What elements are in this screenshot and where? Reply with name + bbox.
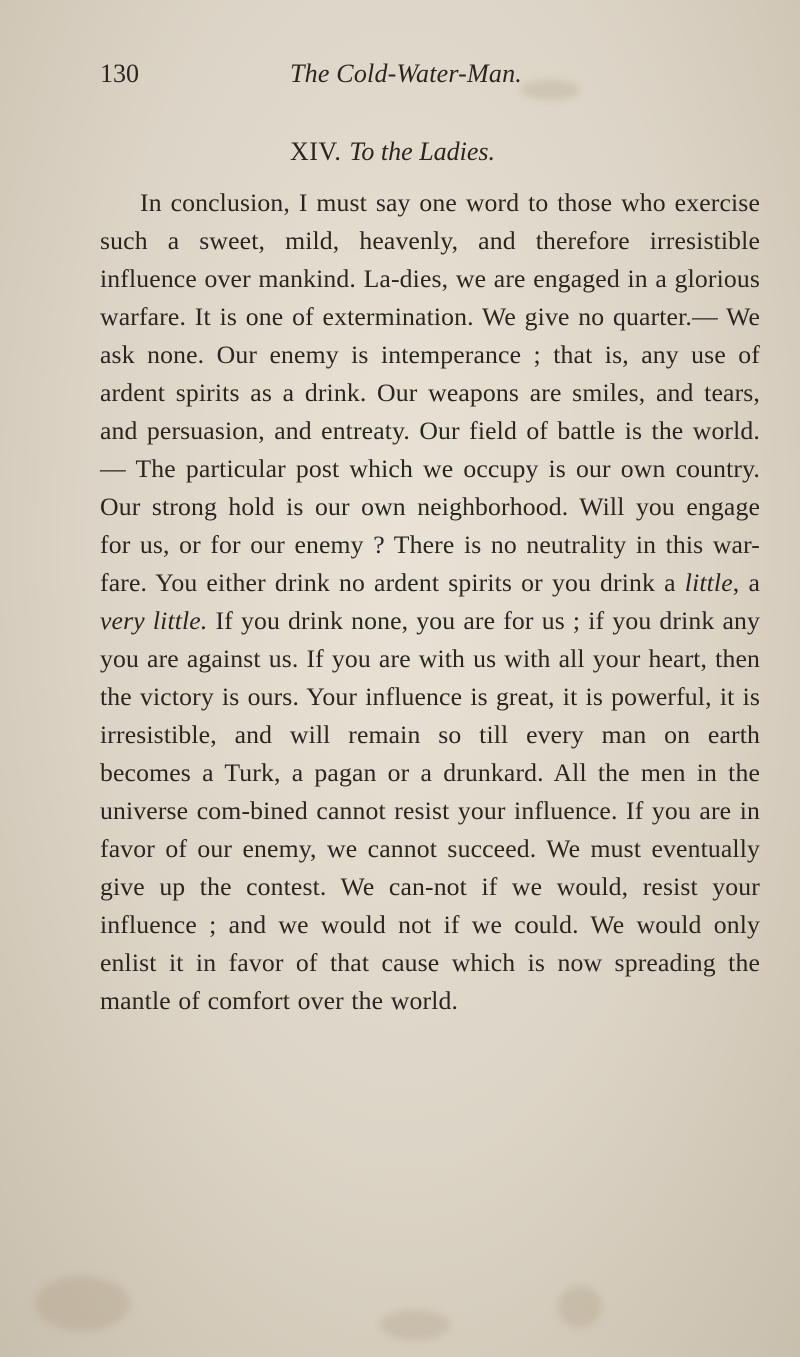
section-heading — [290, 134, 495, 170]
section-number: XIV. — [290, 137, 342, 166]
italic-little: little — [684, 568, 733, 597]
running-title: The Cold-Water-Man. — [290, 59, 522, 88]
paper-smudge — [35, 1276, 130, 1331]
body-text — [100, 184, 760, 1020]
paper-smudge — [558, 1286, 602, 1328]
page-number: 130 — [100, 59, 139, 88]
body-text-segment-3: If you drink none, you are for us ; if you drink any you are against us. If you are with us with all your heart, then the victory is ours. Your influence is great, it is powerful, it is irresistible, and will remain so till every man on earth becomes a Turk, a pagan or a drunkard. All the men in the universe com-bined cannot resist your influence. If you are in favor of our enemy, we cannot succeed. We must eventually give up the contest. We can-not if we would, resist your influence ; and we would not if we could. We would only enlist it in favor of that cause which is now spreading the mantle of comfort over the world. — [100, 606, 760, 1015]
running-head — [100, 54, 740, 94]
paper-smudge — [380, 1310, 450, 1340]
paper-smudge — [520, 80, 580, 100]
body-text-segment-1: In conclusion, I must say one word to those who exercise such a sweet, mild, heavenly, and therefore irresistible influence over mankind. La-dies, we are engaged in a glorious warfare. It is one of extermination. We give no quarter.— We ask none. Our enemy is intemperance ; that is, any use of ardent spirits as a drink. Our weapons are smiles, and tears, and persuasion, and entreaty. Our field of battle is the world.— The particular post which we occupy is our own country. Our strong hold is our own neighborhood. Will you engage for us, or for our enemy ? There is no neutrality in this war-fare. You either drink no ardent spirits or you drink a — [100, 188, 760, 597]
section-title: To the Ladies. — [349, 137, 496, 166]
body-text-segment-2: , a — [732, 568, 760, 597]
italic-very-little: very little. — [100, 606, 208, 635]
paragraph — [100, 184, 760, 1020]
